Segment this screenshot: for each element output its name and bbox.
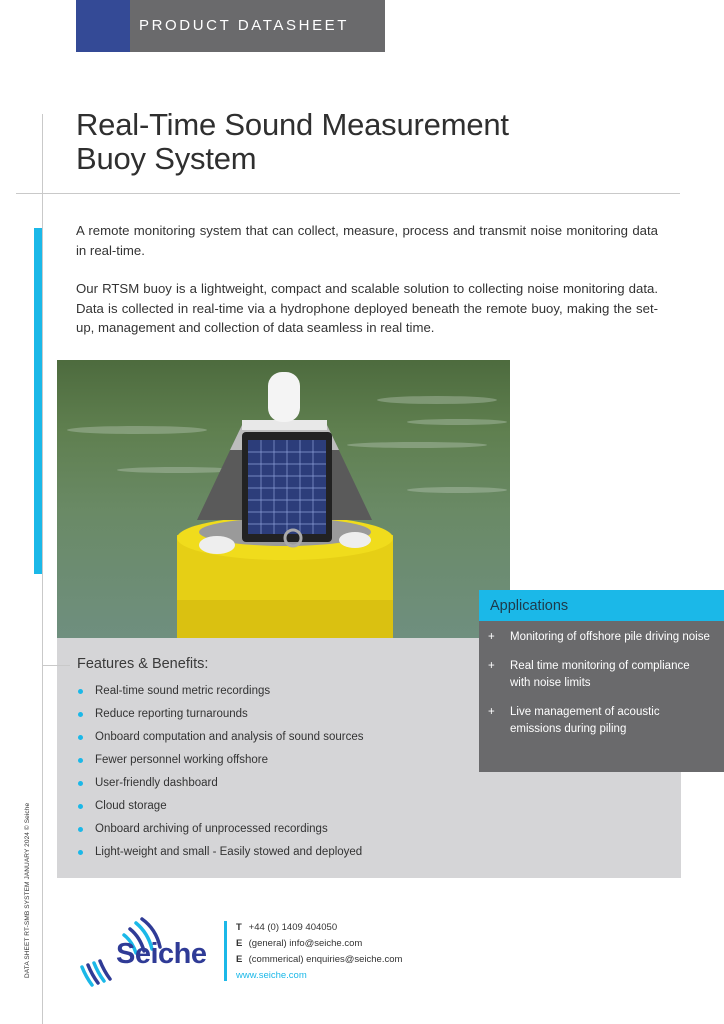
- bullet-dot-icon: [78, 827, 83, 832]
- feature-text: Onboard archiving of unprocessed recordings: [95, 823, 328, 835]
- intro-accent-bar: [34, 228, 42, 574]
- feature-text: User-friendly dashboard: [95, 777, 218, 789]
- feature-item: [78, 727, 364, 750]
- application-item: [488, 629, 713, 646]
- email-general[interactable]: (general) info@seiche.com: [248, 938, 363, 949]
- bullet-dot-icon: [78, 781, 83, 786]
- document-side-note: DATA SHEET RT-SMB SYSTEM JANUARY 2024 © Seiche: [24, 802, 31, 978]
- contact-accent-bar: [224, 921, 227, 981]
- title-line-1: Real-Time Sound Measurement: [76, 107, 509, 142]
- bullet-dot-icon: [78, 712, 83, 717]
- plus-icon: +: [488, 631, 495, 643]
- website-link[interactable]: www.seiche.com: [236, 970, 307, 981]
- feature-item: [78, 819, 364, 842]
- feature-item: [78, 681, 364, 704]
- seiche-logo-text: Seiche: [116, 938, 207, 970]
- bullet-dot-icon: [78, 735, 83, 740]
- email-label: E: [236, 954, 243, 965]
- plus-icon: +: [488, 660, 495, 672]
- page-title: [76, 108, 636, 176]
- application-text: Live management of acoustic emissions during piling: [510, 706, 660, 735]
- bullet-dot-icon: [78, 689, 83, 694]
- features-list: [78, 681, 364, 865]
- title-divider: [16, 193, 680, 194]
- left-guide-line: [42, 114, 43, 1024]
- email-commercial[interactable]: (commerical) enquiries@seiche.com: [248, 954, 403, 965]
- bullet-dot-icon: [78, 850, 83, 855]
- buoy-photo: [57, 360, 510, 638]
- header-banner: PRODUCT DATASHEET: [130, 0, 385, 52]
- contact-email-general-row: [236, 936, 402, 952]
- feature-item: [78, 796, 364, 819]
- feature-text: Real-time sound metric recordings: [95, 685, 271, 697]
- feature-text: Light-weight and small - Easily stowed and deployed: [95, 846, 363, 858]
- application-text: Real time monitoring of compliance with noise limits: [510, 660, 690, 689]
- bullet-dot-icon: [78, 758, 83, 763]
- features-guide-tick: [42, 665, 70, 666]
- intro-paragraph-1: A remote monitoring system that can collect, measure, process and transmit noise monitoring data in real-time.: [76, 223, 658, 258]
- feature-item: [78, 842, 364, 865]
- applications-title: Applications: [479, 590, 724, 621]
- feature-text: Reduce reporting turnarounds: [95, 708, 248, 720]
- features-title: Features & Benefits:: [77, 656, 209, 672]
- header-accent-block: [76, 0, 130, 52]
- email-label: E: [236, 938, 243, 949]
- phone-label: T: [236, 922, 242, 933]
- bullet-dot-icon: [78, 804, 83, 809]
- application-text: Monitoring of offshore pile driving noise: [510, 631, 710, 643]
- application-item: [488, 704, 713, 738]
- feature-text: Onboard computation and analysis of sound sources: [95, 731, 364, 743]
- contact-block: [236, 920, 402, 984]
- contact-email-commercial-row: [236, 952, 402, 968]
- feature-item: [78, 704, 364, 727]
- phone-number: +44 (0) 1409 404050: [248, 922, 338, 933]
- applications-list: [488, 629, 713, 750]
- contact-phone-row: [236, 920, 402, 936]
- plus-icon: +: [488, 706, 495, 718]
- feature-item: [78, 750, 364, 773]
- title-line-2: Buoy System: [76, 141, 257, 176]
- feature-text: Cloud storage: [95, 800, 167, 812]
- feature-text: Fewer personnel working offshore: [95, 754, 269, 766]
- buoy-illustration: [57, 360, 510, 638]
- feature-item: [78, 773, 364, 796]
- application-item: [488, 658, 713, 692]
- intro-paragraph-2: Our RTSM buoy is a lightweight, compact and scalable solution to collecting noise monitoring data. Data is collected in real-time via a hydrophone deployed beneath the remote buoy, making the set-up, management and collection of data seamless in real time.: [76, 281, 658, 335]
